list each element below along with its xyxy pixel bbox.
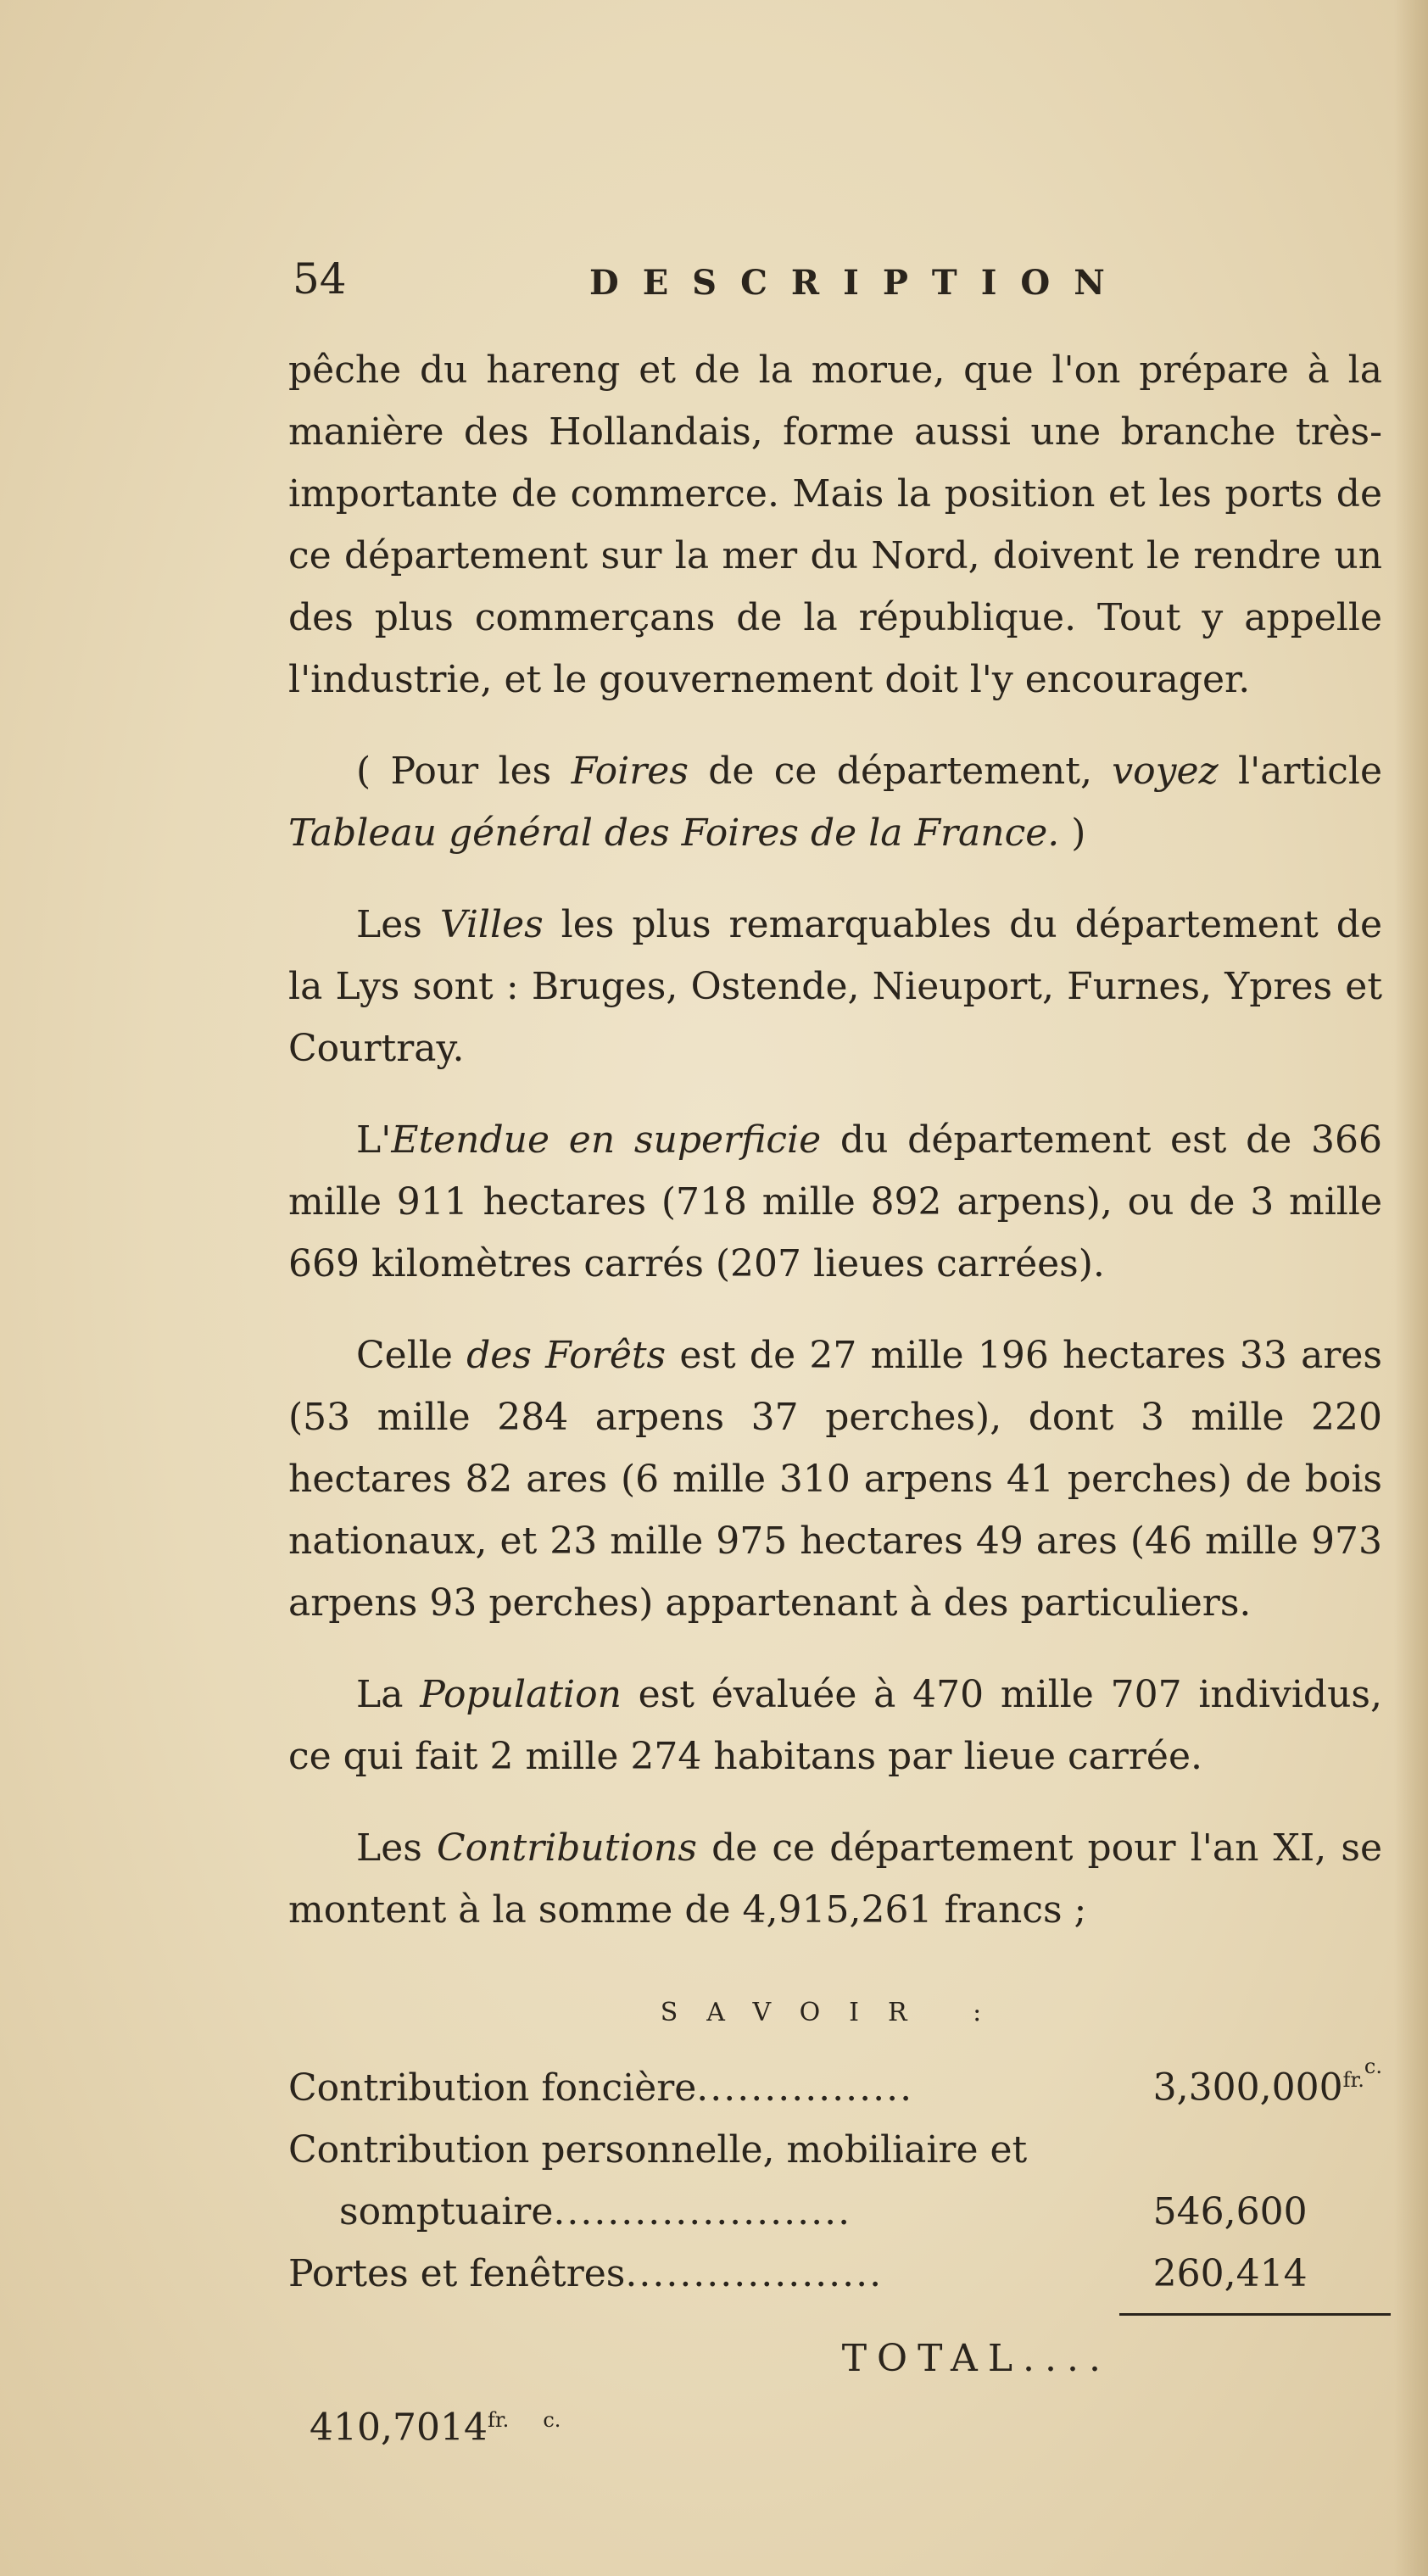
row-label: Contribution personnelle, mobiliaire et [288,2127,1028,2172]
italic-term-villes: Villes [439,903,544,946]
row-label [288,2181,1136,2243]
paragraph-villes [288,894,1382,1079]
empty-cell [1364,2181,1382,2243]
paragraph-etendue [288,1109,1382,1295]
text-span: de ce département pour l'an XI, se montent à la somme de 4,915,261 francs ; [288,1826,1382,1932]
contributions-table [288,2049,1382,2305]
text-span: ( Pour les [356,750,572,793]
label-text: Portes et fenêtres [288,2251,626,2295]
table-row [288,2243,1382,2305]
text-span: l'article [1218,750,1382,793]
text-span: Les [356,1826,437,1870]
empty-cell [1364,2243,1382,2305]
text-span: La [356,1673,421,1716]
text-span: du département est de 366 mille 911 hectares (718 mille 892 arpens), ou de 3 mille 669 kilomètres carrés (207 lieues carrées). [288,1118,1383,1285]
page-header [284,254,1403,322]
paragraph-forets [288,1324,1382,1634]
italic-term-population: Population [420,1673,622,1716]
paragraph-foires [288,740,1382,864]
page-number: 54 [293,254,347,304]
text-span: est évaluée à 470 mille 707 individus, ce qui fait 2 mille 274 habitans par lieue carrée. [288,1673,1382,1778]
total-rule [1119,2313,1391,2316]
row-amount: 546,600 [1152,2189,1308,2233]
table-row [288,2049,1382,2119]
italic-term-voyez: voyez [1112,750,1219,793]
label-text: somptuaire [339,2189,554,2233]
row-label [288,2049,1136,2119]
page-edge-shadow [1394,0,1428,2576]
unit-francs: fr. [487,2407,510,2432]
table-row [288,2119,1382,2181]
text-span: les plus remarquables du département de la Lys sont : Bruges, Ostende, Nieuport, Furnes, Ypres et Courtray. [288,903,1382,1070]
label-text: Contribution foncière [288,2066,697,2110]
amount-text: 3,300,000 [1152,2066,1343,2110]
italic-term-contributions: Contributions [436,1826,697,1870]
paragraph-contributions [288,1817,1382,1941]
leader-dots: ................... [625,2251,884,2295]
amount-text: 410,7014 [310,2406,488,2450]
italic-term-foires: Foires [571,750,689,793]
italic-term-tableau: Tableau général des Foires de la France. [288,811,1060,855]
row-amount: 260,414 [1152,2251,1308,2295]
text-span: de ce département, [688,750,1113,793]
table-row [288,2181,1382,2243]
text-span: est de 27 mille 196 hectares 33 ares (53 mille 284 arpens 37 perches), dont 3 mille 220 hectares 82 ares (6 mille 310 arpens 41 perches) de bois nationaux, et 23 mille 975 hectares 49 ares (46 mille 973 arpens 93 perches) appartenant à des particuliers. [288,1334,1383,1625]
leader-dots: ................ [696,2066,914,2110]
text-span: ) [1059,811,1086,855]
unit-francs: fr. [1342,2068,1364,2092]
text-span: Les [356,903,440,946]
total-label: TOTAL.... [841,2336,1111,2380]
leader-dots: ...................... [553,2189,852,2233]
total-row [288,2328,1382,2459]
running-title: DESCRIPTION [589,263,1129,303]
paragraph-commerce: pêche du hareng et de la morue, que l'on prépare à la manière des Hollandais, forme aussi une branche très-importante de commerce. Mais la position et les ports de ce département sur la mer du Nord, doivent le rendre un des plus commerçans de la république. Tout y appelle l'industrie, et le gouvernement doit l'y encourager. [288,348,1382,701]
unit-centimes: c. [543,2407,561,2432]
page-body [288,339,1382,2458]
italic-term-forets: des Forêts [466,1334,667,1377]
total-amount [288,2389,561,2459]
row-label [288,2243,1136,2305]
row-amount [1136,2049,1364,2119]
text-span: L' [356,1118,392,1162]
savoir-heading: SAVOIR : [660,1998,1011,2027]
italic-term-etendue: Etendue en superficie [391,1118,822,1162]
paragraph-population [288,1664,1382,1787]
text-span: Celle [356,1334,467,1377]
unit-centimes: c. [1364,2055,1382,2078]
